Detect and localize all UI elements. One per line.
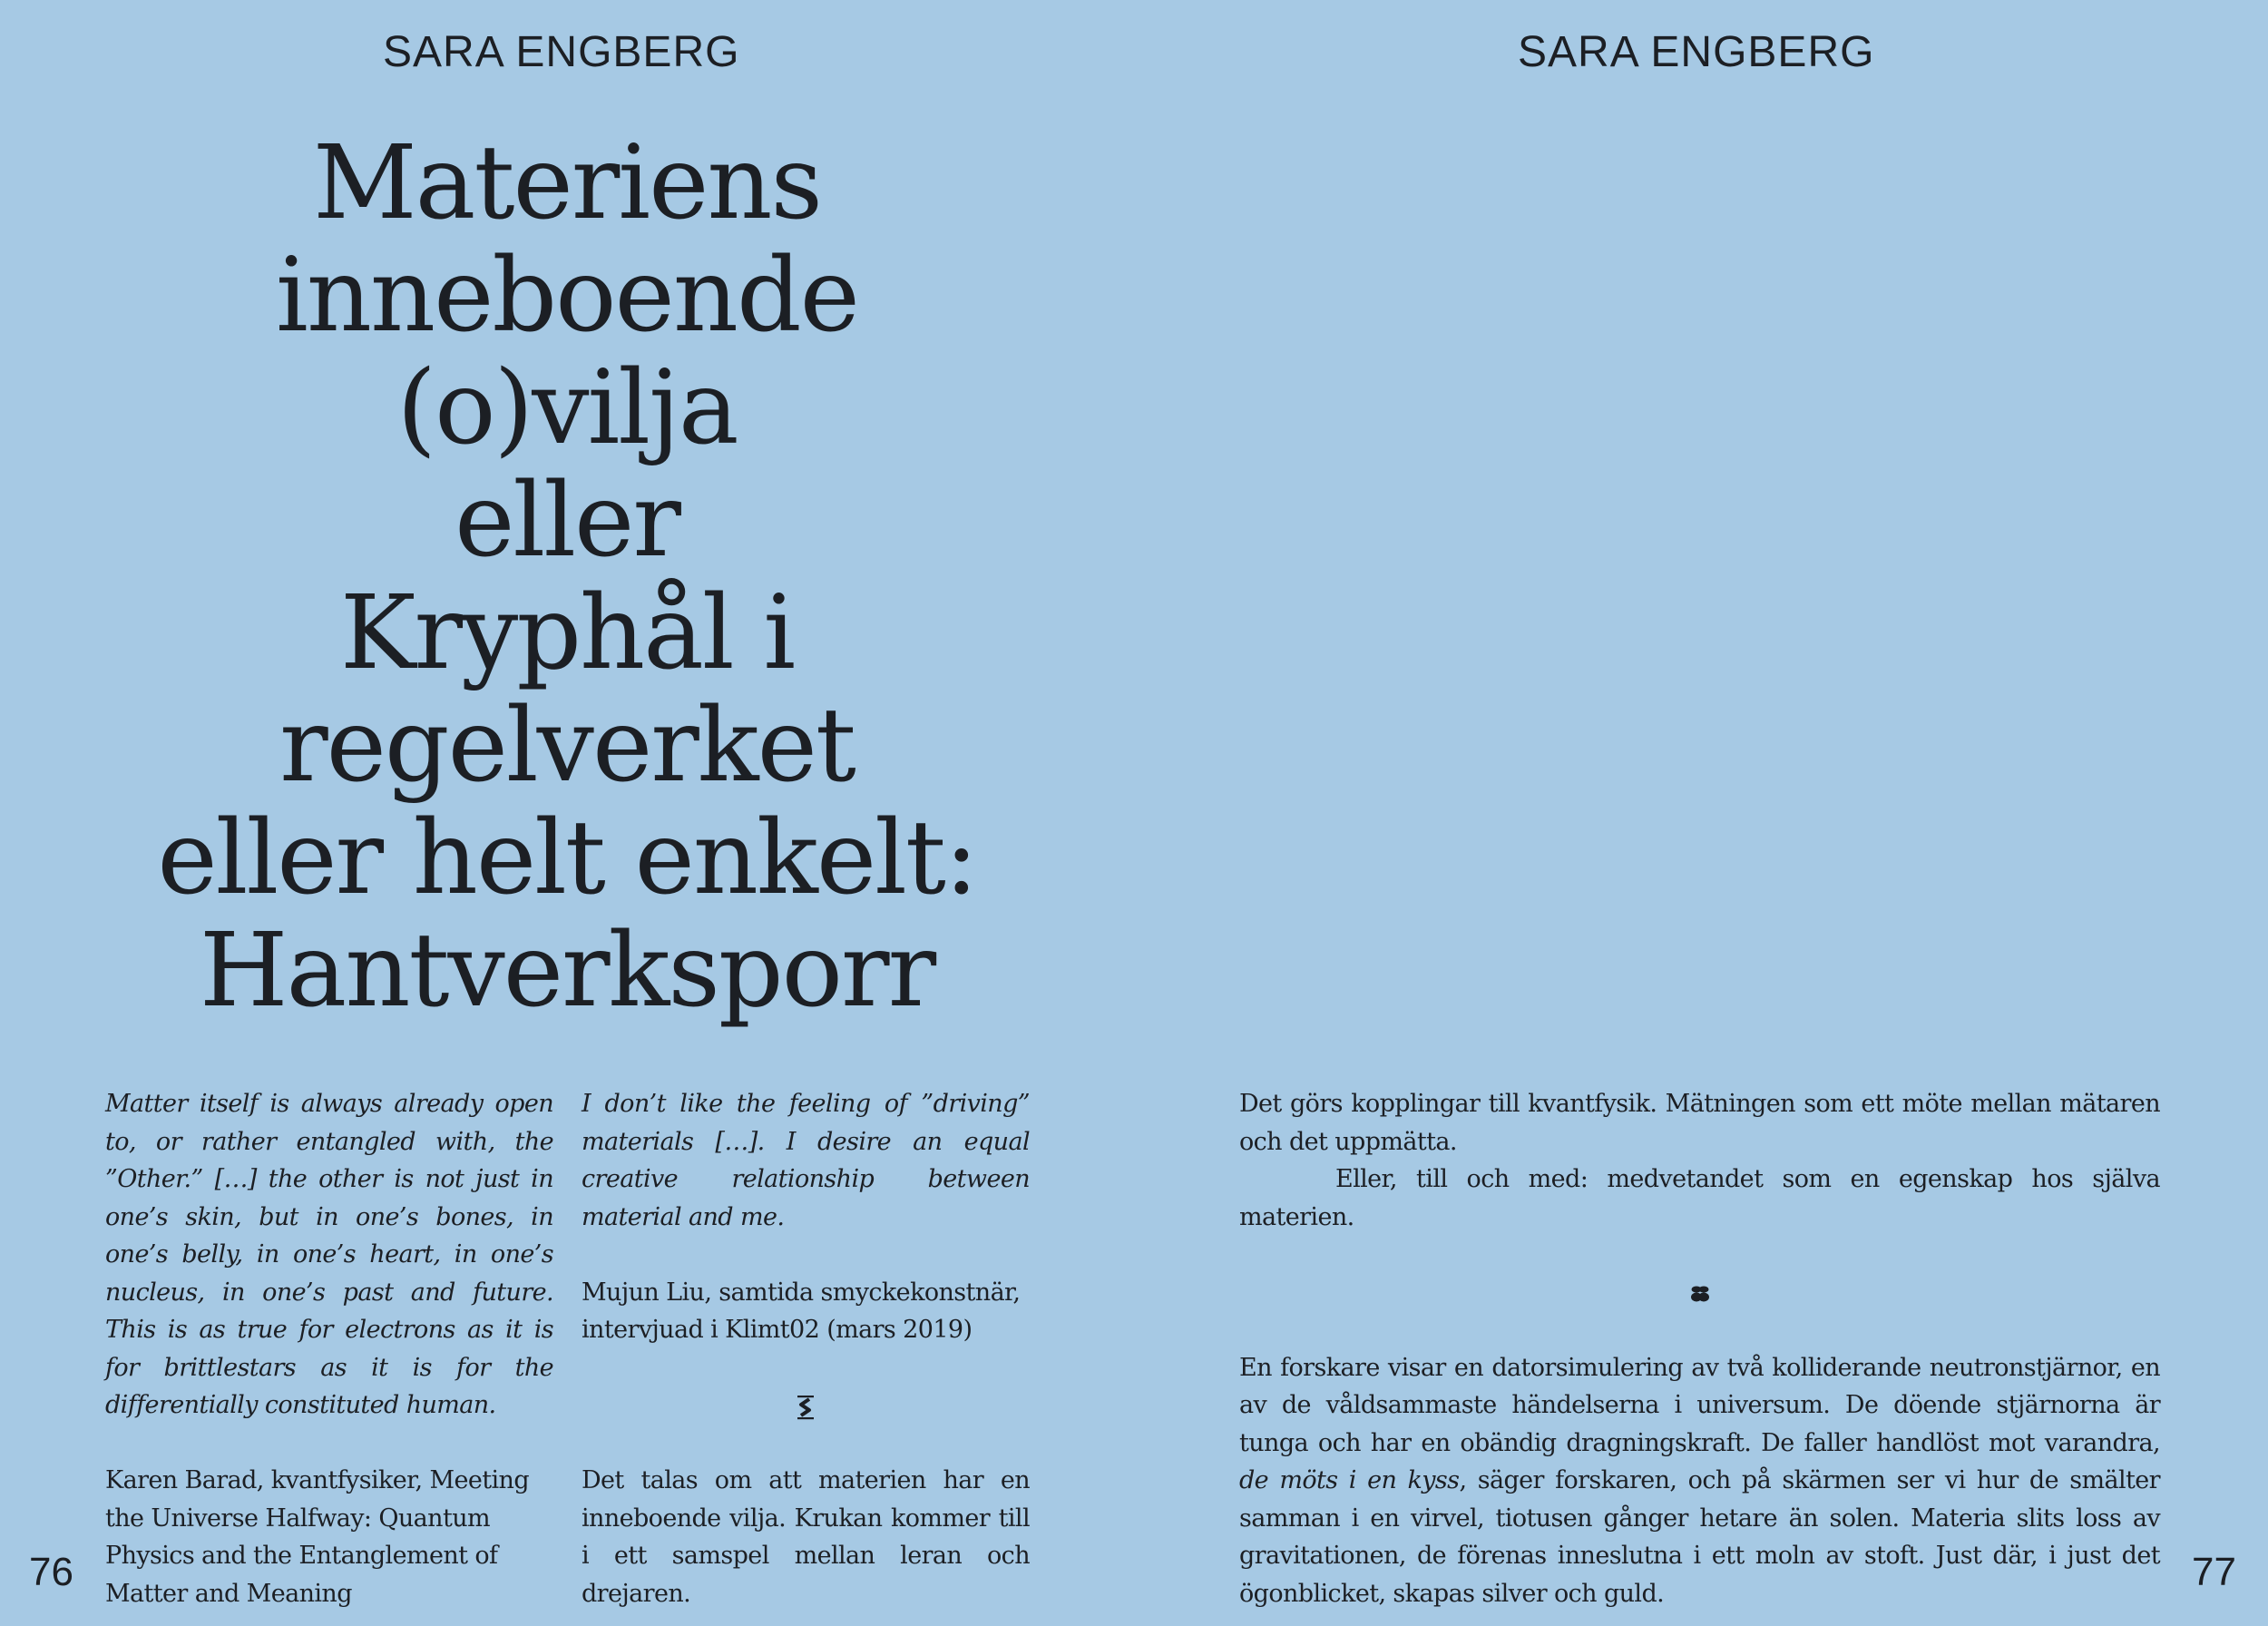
page-number: 76 — [29, 1550, 73, 1594]
section-ornament-icon — [582, 1386, 1030, 1425]
title-line: eller — [455, 462, 679, 580]
page-number: 77 — [2192, 1550, 2236, 1594]
epigraph-column-1 — [105, 1085, 553, 1612]
body-paragraph: Det talas om att materien har en inneboende vilja. Krukan kommer till i ett samspel mellan leran och drejaren. — [582, 1466, 1030, 1608]
epigraph-citation-barad: Karen Barad, kvantfysiker, Meeting the Universe Halfway: Quantum Physics and the Entanglement of Matter and Meaning — [105, 1466, 530, 1608]
title-line: Hantverksporr — [199, 912, 935, 1030]
epigraph-quote-barad: Matter itself is always already open to, or rather entangled with, the ”Other.” […] the other is not just in one’s skin, but in one’s bones, in one’s belly, in one’s heart, in one’s nucleus, in one’s past and future. This is as true for electrons as it is for brittlestars as it is for the differentially constituted human. — [105, 1090, 553, 1419]
article-title — [54, 124, 1080, 1030]
paragraph-tail: , säger forskaren, och på skärmen ser vi hur de smälter samman i en virvel, tiotusen gånger hetare än solen. Materia slits loss av gravitationen, de förenas inneslutna i ett moln av stoft. Just där, i just det ögonblicket, skapas silver och guld. — [1239, 1466, 2160, 1608]
right-page — [1134, 0, 2268, 1626]
italic-phrase: de möts i en kyss — [1239, 1466, 1460, 1494]
body-paragraph-3 — [1239, 1349, 2160, 1613]
running-head-author: SARA ENGBERG — [1518, 28, 1875, 76]
epigraph-quote-liu: I don’t like the feeling of ”driving” materials […]. I desire an equal creative relationship between material and me. — [582, 1090, 1030, 1231]
fleuron-ornament-icon — [1239, 1274, 2160, 1312]
title-line: Kryphål i — [339, 574, 795, 692]
body-column — [1239, 1085, 2160, 1612]
title-line: regelverket — [279, 687, 855, 805]
epigraph-column-2 — [582, 1085, 1030, 1612]
paragraph-lead: En forskare visar en datorsimulering av två kolliderande neutronstjärnor, en av de våldsammaste händelserna i universum. De döende stjärnorna är tunga och har en obändig dragningskraft. De faller handlöst mot varandra, — [1239, 1353, 2160, 1457]
title-line: eller helt enkelt: — [157, 799, 977, 917]
body-paragraph-2: Eller, till och med: medvetandet som en egenskap hos själva materien. — [1239, 1165, 2160, 1231]
title-line: inneboende — [276, 237, 858, 355]
epigraph-citation-liu: Mujun Liu, samtida smyckekonstnär, intervjuad i Klimt02 (mars 2019) — [582, 1278, 1021, 1344]
body-paragraph-1: Det görs kopplingar till kvantfysik. Mätningen som ett möte mellan mätaren och det uppmätta. — [1239, 1090, 2160, 1156]
running-head-author: SARA ENGBERG — [383, 28, 740, 76]
title-line: Materiens — [313, 124, 821, 242]
title-line: (o)vilja — [396, 349, 738, 467]
